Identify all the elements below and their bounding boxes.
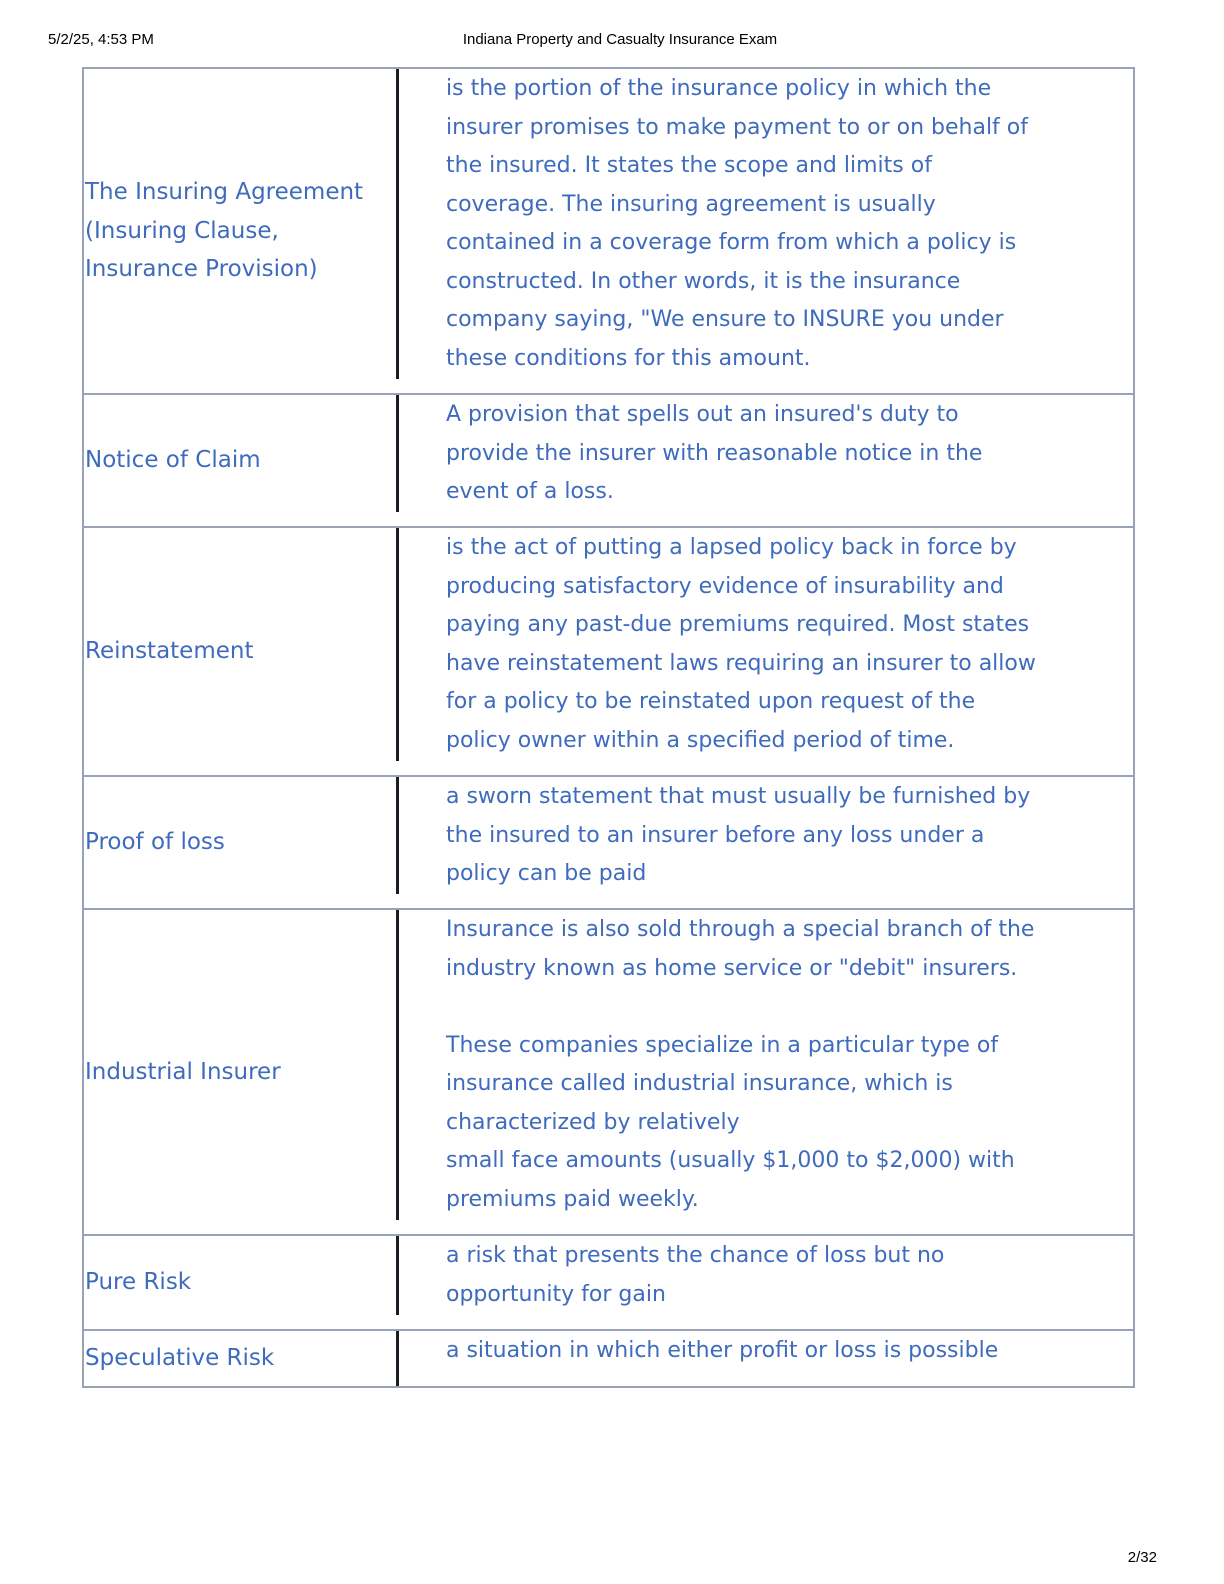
- flashcard-row: [82, 526, 1135, 777]
- flashcard-row: [82, 393, 1135, 528]
- column-divider: [396, 69, 399, 379]
- column-divider: [396, 1331, 399, 1386]
- column-divider: [396, 910, 399, 1220]
- print-datetime: 5/2/25, 4:53 PM: [48, 31, 154, 48]
- flashcard-term: Proof of loss: [85, 829, 225, 856]
- column-divider: [396, 395, 399, 512]
- flashcard-term: Notice of Claim: [85, 447, 261, 474]
- column-divider: [396, 528, 399, 761]
- flashcard-definition: a risk that presents the chance of loss but no opportunity for gain: [446, 1243, 945, 1307]
- column-divider: [396, 777, 399, 894]
- flashcard-term: Pure Risk: [85, 1269, 192, 1296]
- flashcard-row: [82, 67, 1135, 395]
- flashcard-row: [82, 775, 1135, 910]
- flashcard-term: Industrial Insurer: [85, 1058, 281, 1085]
- flashcard-row: [82, 1329, 1135, 1388]
- flashcard-definition: is the portion of the insurance policy in which the insurer promises to make payment to or on behalf of the insured. It states the scope and limits of coverage. The insuring agreement is usually contained in a coverage form from which a policy is constructed. In other words, it is the insurance company saying, "We ensure to INSURE you under these conditions for this amount.: [446, 76, 1029, 371]
- flashcard-row: [82, 1234, 1135, 1331]
- flashcard-definition: a sworn statement that must usually be furnished by the insured to an insurer before any loss under a policy can be paid: [446, 784, 1031, 886]
- flashcard-definition: A provision that spells out an insured's duty to provide the insurer with reasonable notice in the event of a loss.: [446, 402, 983, 504]
- flashcard-term: Reinstatement: [85, 638, 254, 665]
- flashcard-definition: Insurance is also sold through a special branch of the industry known as home service or "debit" insurers. These companies specialize in a particular type of insurance called industrial insurance, which is characterized by relatively small face amounts (usually $1,000 to $2,000) with premiums paid weekly.: [446, 917, 1035, 1212]
- flashcard-row: [82, 908, 1135, 1236]
- flashcard-term: The Insuring Agreement (Insuring Clause, Insurance Provision): [85, 179, 364, 283]
- document-title: Indiana Property and Casualty Insurance Exam: [462, 31, 778, 48]
- flashcard-term: Speculative Risk: [85, 1345, 275, 1372]
- column-divider: [396, 1236, 399, 1315]
- flashcard-definition: a situation in which either profit or loss is possible: [446, 1338, 999, 1363]
- flashcard-definition: is the act of putting a lapsed policy back in force by producing satisfactory evidence of insurability and paying any past-due premiums required. Most states have reinstatement laws requiring an insurer to allow for a policy to be reinstated upon request of the policy owner within a specified period of time.: [446, 535, 1036, 753]
- page-number: 2/32: [1127, 1549, 1157, 1566]
